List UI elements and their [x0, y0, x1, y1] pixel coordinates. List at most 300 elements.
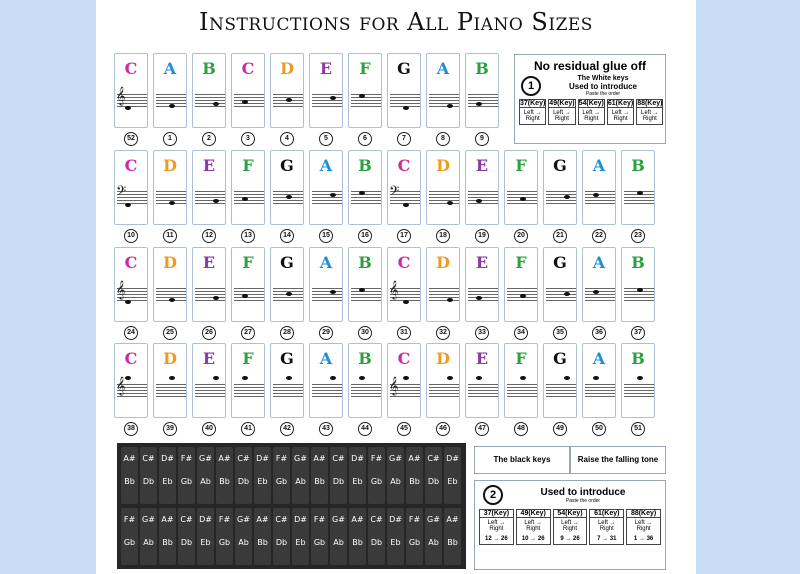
key-card [582, 343, 616, 418]
key-number: 37 [631, 326, 645, 340]
size-column [479, 509, 514, 545]
key-card [153, 343, 187, 418]
key-number: 16 [358, 229, 372, 243]
note-letter: D [436, 349, 450, 368]
key-number: 46 [436, 422, 450, 436]
key-card [309, 53, 343, 128]
note-head [564, 376, 570, 380]
flat-label: Db [180, 538, 193, 547]
note-head [242, 376, 248, 380]
sharp-label: G# [237, 515, 250, 524]
note-letter: D [280, 59, 294, 78]
black-key-board [117, 443, 466, 569]
key-number: 24 [124, 326, 138, 340]
flat-label: Eb [200, 538, 211, 547]
black-key-sticker [368, 508, 385, 565]
clef-icon: 𝄞 [116, 86, 126, 105]
key-number: 18 [436, 229, 450, 243]
sharp-label: F# [218, 515, 231, 524]
note-letter: B [202, 59, 216, 78]
key-number: 7 [397, 132, 411, 146]
black-key-sticker [425, 508, 442, 565]
key-card [582, 150, 616, 225]
black-key-sticker [406, 508, 423, 565]
key-card [387, 247, 421, 322]
black-key-sticker [387, 508, 404, 565]
note-head [125, 203, 131, 207]
flat-label: Eb [295, 538, 306, 547]
sharp-label: D# [351, 454, 364, 463]
sharp-label: F# [180, 454, 193, 463]
key-card [114, 247, 148, 322]
direction-text: Left → Right [561, 520, 579, 532]
black-key-sticker [216, 447, 233, 504]
key-number: 41 [241, 422, 255, 436]
note-head [169, 201, 175, 205]
paste-order: Paste the order [585, 91, 621, 97]
note-letter: C [124, 253, 138, 272]
note-head [359, 191, 365, 195]
key-number: 20 [514, 229, 528, 243]
key-card [153, 150, 187, 225]
black-key-sticker [387, 447, 404, 504]
flat-label: Db [370, 538, 383, 547]
key-number: 4 [280, 132, 294, 146]
black-key-sticker [406, 447, 423, 504]
key-card [270, 343, 304, 418]
key-number: 6 [358, 132, 372, 146]
sharp-label: D# [389, 515, 402, 524]
note-head [564, 292, 570, 296]
flat-label: Db [237, 477, 250, 486]
key-card [465, 247, 499, 322]
sharp-label: G# [332, 515, 345, 524]
note-head [447, 376, 453, 380]
key-number: 36 [592, 326, 606, 340]
staff-lines [312, 191, 342, 204]
note-letter: F [515, 156, 527, 175]
sharp-label: A# [123, 454, 136, 463]
key-card [621, 247, 655, 322]
sharp-label: A# [446, 515, 459, 524]
size-header: 37(Key) [480, 510, 513, 518]
black-key-sticker [349, 508, 366, 565]
flat-label: Ab [295, 477, 306, 486]
note-letter: A [592, 253, 606, 272]
sharp-label: C# [332, 454, 345, 463]
flat-label: Gb [313, 538, 326, 547]
size-header: 49(Key) [549, 100, 575, 107]
staff-lines [429, 94, 459, 107]
size-header: 61(Key) [607, 100, 634, 107]
black-keys-panel [474, 480, 666, 570]
note-letter: D [163, 156, 177, 175]
note-letter: F [242, 349, 254, 368]
sharp-label: F# [275, 454, 288, 463]
size-header: 54(Key) [554, 510, 587, 518]
staff-lines [585, 384, 615, 397]
note-letter: B [358, 253, 372, 272]
flat-label: Ab [428, 538, 439, 547]
black-key-sticker [197, 508, 214, 565]
flat-label: Bb [124, 477, 135, 486]
key-card [231, 247, 265, 322]
staff-lines [312, 288, 342, 301]
note-letter: C [124, 156, 138, 175]
note-letter: C [241, 59, 255, 78]
white-size-table [515, 99, 665, 125]
range-text: 1 → 36 [633, 536, 654, 542]
key-card [426, 53, 460, 128]
note-head [213, 296, 219, 300]
black-key-sticker [121, 508, 138, 565]
note-letter: D [163, 349, 177, 368]
note-letter: E [319, 59, 333, 78]
direction-text: Left → Right [553, 110, 571, 122]
black-key-sticker [254, 508, 271, 565]
used-to-introduce: Used to introduce [568, 82, 637, 91]
staff-lines [351, 384, 381, 397]
sharp-label: A# [351, 515, 364, 524]
note-letter: B [358, 349, 372, 368]
range-text: 10 → 26 [521, 536, 545, 542]
step-one-badge: 1 [521, 76, 541, 96]
key-card [270, 53, 304, 128]
note-head [330, 290, 336, 294]
key-card [543, 343, 577, 418]
staff-lines [273, 384, 303, 397]
key-card [348, 150, 382, 225]
key-number: 35 [553, 326, 567, 340]
staff-lines [234, 288, 264, 301]
note-letter: G [553, 156, 567, 175]
key-number: 47 [475, 422, 489, 436]
note-head [637, 191, 643, 195]
flat-label: Eb [352, 477, 363, 486]
key-number: 25 [163, 326, 177, 340]
note-head [242, 197, 248, 201]
key-card [387, 343, 421, 418]
key-card [348, 53, 382, 128]
black-key-sticker [235, 508, 252, 565]
black-size-table [475, 509, 665, 545]
size-column [553, 509, 588, 545]
key-card [114, 150, 148, 225]
note-letter: D [436, 156, 450, 175]
key-number: 27 [241, 326, 255, 340]
size-header: 88(Key) [627, 510, 660, 518]
sharp-label: G# [199, 454, 212, 463]
note-letter: B [631, 349, 645, 368]
range-text: 7 → 31 [597, 536, 617, 542]
black-key-sticker [140, 447, 157, 504]
sharp-label: A# [313, 454, 326, 463]
staff-lines [234, 384, 264, 397]
staff-lines [429, 384, 459, 397]
note-head [286, 195, 292, 199]
note-head [403, 203, 409, 207]
note-head [593, 290, 599, 294]
black-key-sticker [140, 508, 157, 565]
key-card [309, 247, 343, 322]
staff-lines [429, 191, 459, 204]
key-number: 42 [280, 422, 294, 436]
range-text: 9 → 26 [560, 536, 580, 542]
key-card [114, 53, 148, 128]
sharp-label: C# [142, 454, 155, 463]
note-head [330, 376, 336, 380]
note-head [520, 197, 526, 201]
size-column [519, 99, 546, 125]
sharp-label: A# [218, 454, 231, 463]
staff-lines [195, 288, 225, 301]
size-header: 88(Key) [637, 100, 663, 107]
key-number: 12 [202, 229, 216, 243]
note-head [242, 100, 248, 104]
black-key-sticker [425, 447, 442, 504]
note-head [447, 201, 453, 205]
key-number: 50 [592, 422, 606, 436]
black-keys-tab: The black keys [474, 446, 570, 474]
direction-text: Left → Right [611, 110, 630, 122]
clef-icon: 𝄞 [389, 280, 399, 299]
direction-text: Left → Right [582, 110, 601, 122]
note-head [447, 298, 453, 302]
black-key-sticker [159, 447, 176, 504]
note-head [125, 106, 131, 110]
key-card [192, 247, 226, 322]
note-letter: E [202, 253, 216, 272]
note-letter: C [124, 349, 138, 368]
key-card [543, 150, 577, 225]
staff-lines [312, 384, 342, 397]
key-number: 43 [319, 422, 333, 436]
sharp-label: C# [237, 454, 250, 463]
white-keys-label: The White keys [577, 75, 629, 82]
note-head [213, 199, 219, 203]
note-letter: B [631, 253, 645, 272]
instruction-sheet [96, 0, 696, 574]
key-number: 29 [319, 326, 333, 340]
note-head [213, 376, 219, 380]
flat-label: Db [275, 538, 288, 547]
key-number: 44 [358, 422, 372, 436]
flat-label: Bb [314, 477, 325, 486]
black-key-sticker [444, 447, 461, 504]
staff-lines [195, 384, 225, 397]
black-key-sticker [292, 508, 309, 565]
key-number: 2 [202, 132, 216, 146]
sharp-label: C# [180, 515, 193, 524]
note-letter: A [592, 349, 606, 368]
note-letter: G [397, 59, 411, 78]
key-number: 10 [124, 229, 138, 243]
key-card [192, 150, 226, 225]
note-head [169, 298, 175, 302]
note-head [593, 193, 599, 197]
note-head [330, 96, 336, 100]
note-letter: A [592, 156, 606, 175]
note-letter: A [319, 349, 333, 368]
staff-lines [468, 191, 498, 204]
direction-text: Left → Right [634, 520, 653, 532]
black-key-sticker [216, 508, 233, 565]
step-two-badge: 2 [483, 485, 503, 505]
note-head [359, 376, 365, 380]
flat-label: Gb [123, 538, 136, 547]
black-key-sticker [121, 447, 138, 504]
note-head [286, 376, 292, 380]
note-head [403, 106, 409, 110]
key-number: 13 [241, 229, 255, 243]
key-card [231, 53, 265, 128]
note-head [403, 300, 409, 304]
staff-lines [546, 384, 576, 397]
note-head [476, 199, 482, 203]
staff-lines [624, 384, 654, 397]
size-header: 61(Key) [590, 510, 623, 518]
note-head [593, 376, 599, 380]
black-key-sticker [330, 508, 347, 565]
direction-text: Left → Right [487, 520, 506, 532]
sharp-label: D# [199, 515, 212, 524]
page-title: Instructions for All Piano Sizes [199, 8, 593, 36]
sharp-label: D# [446, 454, 459, 463]
key-card [387, 150, 421, 225]
sharp-label: D# [256, 454, 269, 463]
staff-lines [195, 94, 225, 107]
key-card [504, 150, 538, 225]
note-letter: G [553, 253, 567, 272]
flat-label: Bb [352, 538, 363, 547]
key-number: 5 [319, 132, 333, 146]
note-letter: E [202, 349, 216, 368]
flat-label: Db [142, 477, 155, 486]
note-letter: C [397, 349, 411, 368]
black-key-sticker [159, 508, 176, 565]
note-letter: E [475, 253, 489, 272]
size-header: 49(Key) [517, 510, 550, 518]
note-head [286, 292, 292, 296]
key-card [114, 343, 148, 418]
direction-text: Left → Right [640, 110, 659, 122]
key-number: 15 [319, 229, 333, 243]
flat-label: Ab [200, 477, 211, 486]
key-card [621, 150, 655, 225]
note-letter: C [397, 156, 411, 175]
flat-label: Ab [238, 538, 249, 547]
key-number: 32 [436, 326, 450, 340]
flat-label: Eb [390, 538, 401, 547]
key-card [348, 247, 382, 322]
key-number: 48 [514, 422, 528, 436]
sharp-label: D# [161, 454, 174, 463]
flat-label: Eb [447, 477, 458, 486]
staff-lines [351, 94, 381, 107]
flat-label: Gb [370, 477, 383, 486]
note-letter: G [280, 253, 294, 272]
key-card [543, 247, 577, 322]
key-number: 1 [163, 132, 177, 146]
used-to-introduce-black: Used to introduce [540, 486, 626, 498]
note-letter: C [124, 59, 138, 78]
flat-label: Gb [275, 477, 288, 486]
size-column [516, 509, 551, 545]
note-letter: D [436, 253, 450, 272]
flat-label: Bb [447, 538, 458, 547]
black-key-sticker [178, 447, 195, 504]
direction-text: Left → Right [524, 520, 543, 532]
key-number: 9 [475, 132, 489, 146]
black-key-sticker [254, 447, 271, 504]
sharp-label: A# [256, 515, 269, 524]
staff-lines [351, 191, 381, 204]
direction-text: Left → Right [523, 110, 542, 122]
note-letter: F [515, 349, 527, 368]
key-card [504, 343, 538, 418]
note-head [125, 376, 131, 380]
white-keys-panel [514, 54, 666, 144]
note-letter: A [319, 253, 333, 272]
clef-icon: 𝄞 [116, 280, 126, 299]
black-key-sticker [349, 447, 366, 504]
key-number: 39 [163, 422, 177, 436]
key-card [348, 343, 382, 418]
key-card [387, 53, 421, 128]
staff-lines [546, 288, 576, 301]
black-key-sticker [235, 447, 252, 504]
note-head [125, 300, 131, 304]
sharp-label: G# [142, 515, 155, 524]
note-letter: F [242, 253, 254, 272]
key-number: 8 [436, 132, 450, 146]
note-letter: F [242, 156, 254, 175]
key-number: 51 [631, 422, 645, 436]
range-text: 12 → 26 [485, 536, 508, 542]
clef-icon: 𝄞 [116, 376, 126, 395]
note-letter: A [163, 59, 177, 78]
staff-lines [468, 288, 498, 301]
flat-label: Ab [143, 538, 154, 547]
key-card [270, 150, 304, 225]
key-number: 28 [280, 326, 294, 340]
key-card [504, 247, 538, 322]
key-card [153, 247, 187, 322]
note-head [476, 102, 482, 106]
flat-label: Gb [218, 538, 231, 547]
size-column [589, 509, 624, 545]
black-key-sticker [292, 447, 309, 504]
staff-lines [468, 94, 498, 107]
black-key-sticker [178, 508, 195, 565]
black-key-sticker [273, 508, 290, 565]
clef-icon: 𝄢 [389, 183, 400, 202]
staff-lines [507, 384, 537, 397]
note-letter: B [475, 59, 489, 78]
note-letter: E [202, 156, 216, 175]
key-number: 33 [475, 326, 489, 340]
size-header: 54(Key) [578, 100, 604, 107]
staff-lines [351, 288, 381, 301]
flat-label: Eb [257, 477, 268, 486]
flat-label: Gb [180, 477, 193, 486]
clef-icon: 𝄞 [389, 376, 399, 395]
note-letter: F [515, 253, 527, 272]
key-card [192, 343, 226, 418]
key-number: 3 [241, 132, 255, 146]
note-letter: F [359, 59, 371, 78]
note-head [447, 104, 453, 108]
